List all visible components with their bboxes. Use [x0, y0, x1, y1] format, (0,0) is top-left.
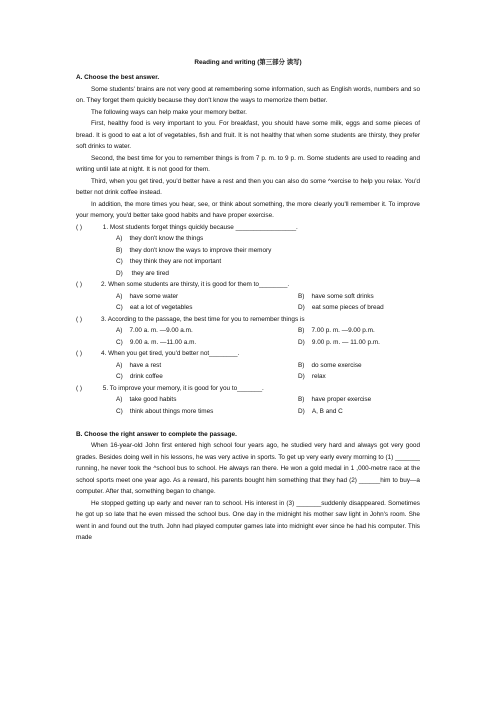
option-label: D)	[116, 269, 123, 277]
section-b-heading: B. Choose the right answer to complete the passage.	[76, 430, 237, 438]
option-label: A)	[116, 327, 123, 334]
option-text: have a rest	[129, 361, 162, 369]
answer-option[interactable]	[116, 325, 193, 337]
answer-option[interactable]	[298, 302, 384, 314]
option-text: eat some pieces of bread	[311, 304, 384, 311]
question-list	[76, 222, 420, 418]
option-label: D)	[298, 304, 305, 311]
answer-option[interactable]	[116, 245, 271, 257]
option-text: 9.00 a. m. —11.00 a.m.	[129, 338, 197, 346]
answer-option[interactable]	[298, 337, 380, 349]
answer-option[interactable]	[116, 406, 213, 418]
question-stem	[76, 383, 420, 395]
option-text: think about things more times	[129, 407, 214, 415]
question-stem	[76, 279, 420, 291]
option-label: C)	[116, 407, 123, 415]
answer-blank[interactable]: ( )	[76, 223, 83, 231]
answer-option[interactable]	[298, 406, 343, 418]
paragraph: The following ways can help make your memory better.	[91, 108, 247, 116]
section-a-heading: A. Choose the best answer.	[76, 74, 160, 81]
option-text: they don't know the things	[129, 235, 204, 242]
option-label: C)	[116, 258, 123, 265]
option-text: 9.00 p. m. — 11.00 p.m.	[311, 338, 380, 346]
option-text: they are tired	[129, 269, 169, 277]
answer-blank[interactable]: ( )	[76, 384, 83, 392]
option-label: D)	[298, 407, 305, 415]
option-text: have proper exercise	[311, 396, 372, 403]
option-label: C)	[116, 304, 123, 311]
option-label: C)	[116, 373, 123, 380]
answer-option[interactable]	[116, 268, 169, 280]
paragraph: In addition, the more times you hear, see, or think about something, the more clearly you'll remember it. To improve your memory, you'd better take good habits and have proper exercise.	[76, 200, 420, 219]
option-label: B)	[298, 327, 305, 334]
question-stem	[76, 222, 420, 234]
option-label: A)	[116, 396, 123, 403]
answer-option[interactable]	[298, 360, 362, 372]
option-label: D)	[298, 338, 305, 346]
option-label: C)	[116, 338, 123, 346]
option-text: have some soft drinks	[311, 292, 374, 300]
question-text: 1. Most students forget things quickly because _________________.	[101, 223, 298, 231]
answer-option[interactable]	[116, 360, 161, 372]
option-text: they don't know the ways to improve their memory	[129, 246, 272, 254]
question-text: 5. To improve your memory, it is good for you to_______.	[101, 384, 264, 392]
option-text: take good habits	[129, 396, 177, 403]
option-label: A)	[116, 361, 123, 369]
option-text: drink coffee	[129, 373, 163, 380]
option-text: have some water	[129, 292, 179, 300]
paragraph: He stopped getting up early and never ran to school. His interest in (3) _______suddenly disappeared. Sometimes he got up so late that he even missed the school bus. One day in the midnight his mother saw light in John's room. She went in and found out the truth. John had played computer games late into midnight ever since he had his computer. This made	[76, 499, 420, 541]
paragraph: First, healthy food is very important to you. For breakfast, you should have some milk, eggs and some pieces of bread. It is good to eat a lot of vegetables, fish and fruit. It is not healthy that when some students are thirsty, they prefer soft drinks to water.	[76, 120, 420, 150]
answer-option[interactable]	[116, 233, 203, 245]
paragraph: Some students' brains are not very good at remembering some information, such as English words, numbers and so on. They forget them quickly because they don't know the ways to memorize them better.	[76, 85, 420, 104]
option-label: B)	[116, 246, 123, 254]
option-text: relax	[311, 373, 326, 380]
option-label: A)	[116, 292, 123, 300]
option-text: they think they are not important	[129, 258, 222, 265]
question-text: 4. When you get tired, you'd better not________.	[101, 350, 240, 357]
answer-option[interactable]	[298, 291, 374, 303]
option-label: A)	[116, 235, 123, 242]
answer-blank[interactable]: ( )	[76, 315, 83, 323]
document-body	[76, 72, 420, 544]
option-label: B)	[298, 396, 305, 403]
page-title: Reading and writing (第三部分 读写)	[194, 59, 302, 66]
answer-option[interactable]	[116, 302, 192, 314]
question-text: 2. When some students are thirsty, it is good for them to________.	[101, 281, 290, 288]
answer-blank[interactable]: ( )	[76, 281, 83, 288]
question-stem	[76, 348, 420, 360]
answer-option[interactable]	[298, 394, 371, 406]
option-label: D)	[298, 373, 305, 380]
paragraph: Second, the best time for you to remember things is from 7 p. m. to 9 p. m. Some students are used to reading and writing until late at night. It is not good for them.	[76, 154, 420, 173]
option-text: 7.00 a. m. —9.00 a.m.	[129, 327, 193, 334]
answer-option[interactable]	[116, 337, 196, 349]
answer-option[interactable]	[116, 256, 221, 268]
answer-option[interactable]	[116, 291, 178, 303]
question-stem	[76, 314, 420, 326]
option-label: B)	[298, 292, 305, 300]
question-text: 3. According to the passage, the best time for you to remember things is	[101, 315, 305, 323]
option-label: B)	[298, 361, 305, 369]
option-text: 7.00 p. m. —9.00 p.m.	[311, 327, 375, 334]
answer-option[interactable]	[116, 394, 176, 406]
paragraph: When 16-year-old John first entered high school four years ago, he studied very hard and always got very good grades. Besides doing well in his lessons, he was very active in sports. To get up very early every morning to (1) _______ running, he never took the ^school bus to school. He always ran there. He won a gold medal in 1 ,000-metre race at the school sports meet one year ago. As a reward, his parents bought him something that they had (2) ______him to buy—a computer. After that, something began to change.	[76, 442, 420, 495]
option-text: eat a lot of vegetables	[129, 304, 193, 311]
answer-option[interactable]	[298, 371, 326, 383]
answer-blank[interactable]: ( )	[76, 350, 83, 357]
paragraph: Third, when you get tired, you'd better have a rest and then you can also do some ^xercise to help you relax. You'd better not drink coffee instead.	[76, 177, 420, 196]
answer-option[interactable]	[298, 325, 375, 337]
option-text: do some exercise	[311, 361, 362, 369]
answer-option[interactable]	[116, 371, 163, 383]
option-text: A, B and C	[311, 407, 343, 415]
